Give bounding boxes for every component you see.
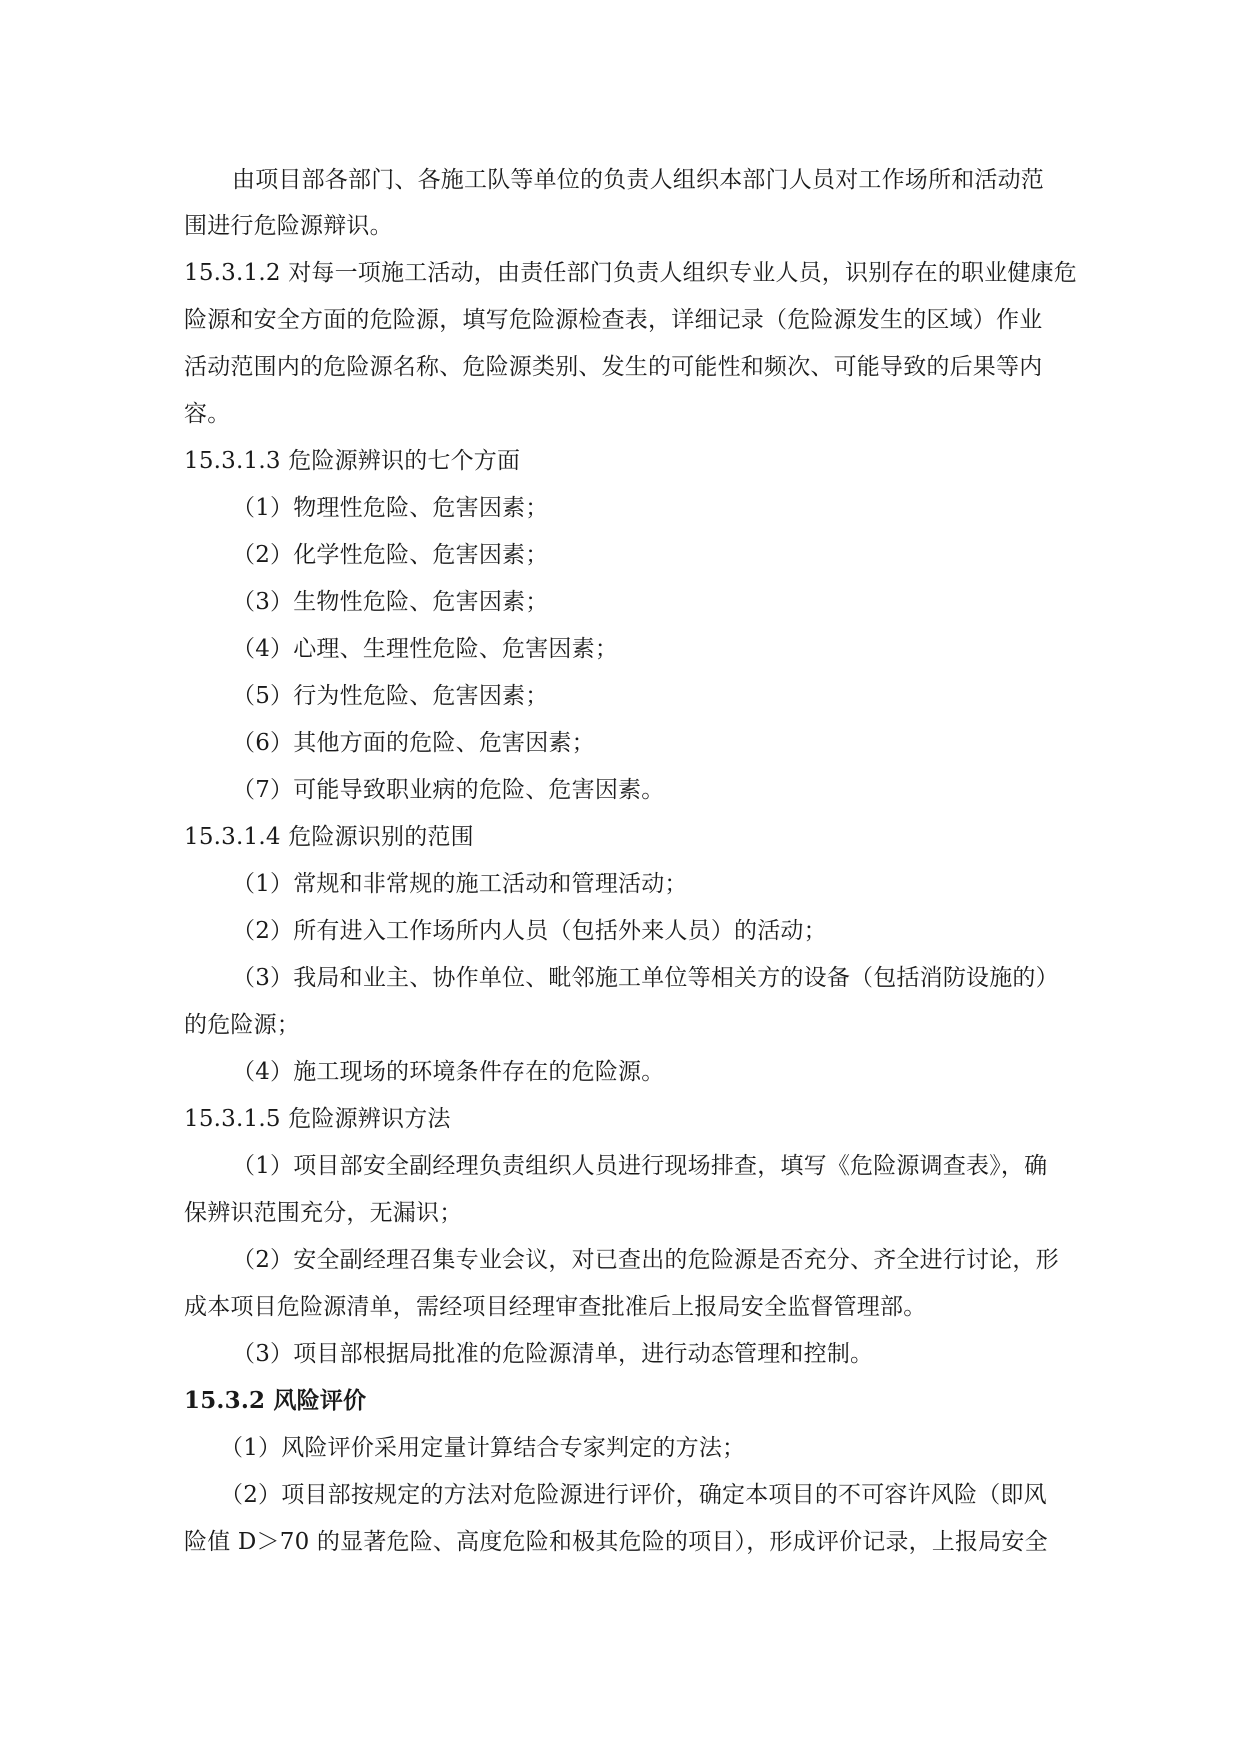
paragraph-line: 成本项目危险源清单，需经项目经理审查批准后上报局安全监督管理部。 <box>184 1294 927 1320</box>
paragraph-line: 险值 D＞70 的显著危险、高度危险和极其危险的项目），形成评价记录，上报局安全 <box>184 1529 1048 1555</box>
list-item: （2）项目部按规定的方法对危险源进行评价，确定本项目的不可容许风险（即风 <box>220 1482 1047 1508</box>
section-line: 15.3.1.2 对每一项施工活动，由责任部门负责人组织专业人员，识别存在的职业健康危 <box>184 260 1078 286</box>
list-item: （1）物理性危险、危害因素； <box>232 495 549 521</box>
paragraph-line: 由项目部各部门、各施工队等单位的负责人组织本部门人员对工作场所和活动范 <box>232 167 1044 193</box>
list-item: （2）所有进入工作场所内人员（包括外来人员）的活动； <box>232 918 827 944</box>
list-item: （1）常规和非常规的施工活动和管理活动； <box>232 871 688 897</box>
paragraph-line: 活动范围内的危险源名称、危险源类别、发生的可能性和频次、可能导致的后果等内 <box>184 354 1043 380</box>
section-title: 15.3.2 风险评价 <box>184 1387 367 1414</box>
section-heading: 15.3.1.4 危险源识别的范围 <box>184 824 474 850</box>
list-item: （4）施工现场的环境条件存在的危险源。 <box>232 1059 665 1085</box>
list-item: （7）可能导致职业病的危险、危害因素。 <box>232 777 665 803</box>
paragraph-line: 围进行危险源辩识。 <box>184 213 393 239</box>
section-heading: 15.3.1.5 危险源辨识方法 <box>184 1106 451 1132</box>
paragraph-line: 险源和安全方面的危险源，填写危险源检查表，详细记录（危险源发生的区域）作业 <box>184 307 1043 333</box>
list-item: （3）我局和业主、协作单位、毗邻施工单位等相关方的设备（包括消防设施的） <box>232 965 1059 991</box>
list-item: （6）其他方面的危险、危害因素； <box>232 730 595 756</box>
paragraph-line: 容。 <box>184 401 231 427</box>
list-item: （5）行为性危险、危害因素； <box>232 683 549 709</box>
paragraph-line: 保辨识范围充分，无漏识； <box>184 1200 463 1226</box>
section-heading: 15.3.1.3 危险源辨识的七个方面 <box>184 448 521 474</box>
list-item: （2）安全副经理召集专业会议，对已查出的危险源是否充分、齐全进行讨论，形 <box>232 1247 1059 1273</box>
paragraph-line: 的危险源； <box>184 1012 300 1038</box>
list-item: （1）风险评价采用定量计算结合专家判定的方法； <box>220 1435 746 1461</box>
list-item: （4）心理、生理性危险、危害因素； <box>232 636 619 662</box>
list-item: （1）项目部安全副经理负责组织人员进行现场排查，填写《危险源调查表》，确 <box>232 1153 1048 1179</box>
list-item: （3）生物性危险、危害因素； <box>232 589 549 615</box>
list-item: （2）化学性危险、危害因素； <box>232 542 549 568</box>
list-item: （3）项目部根据局批准的危险源清单，进行动态管理和控制。 <box>232 1341 874 1367</box>
